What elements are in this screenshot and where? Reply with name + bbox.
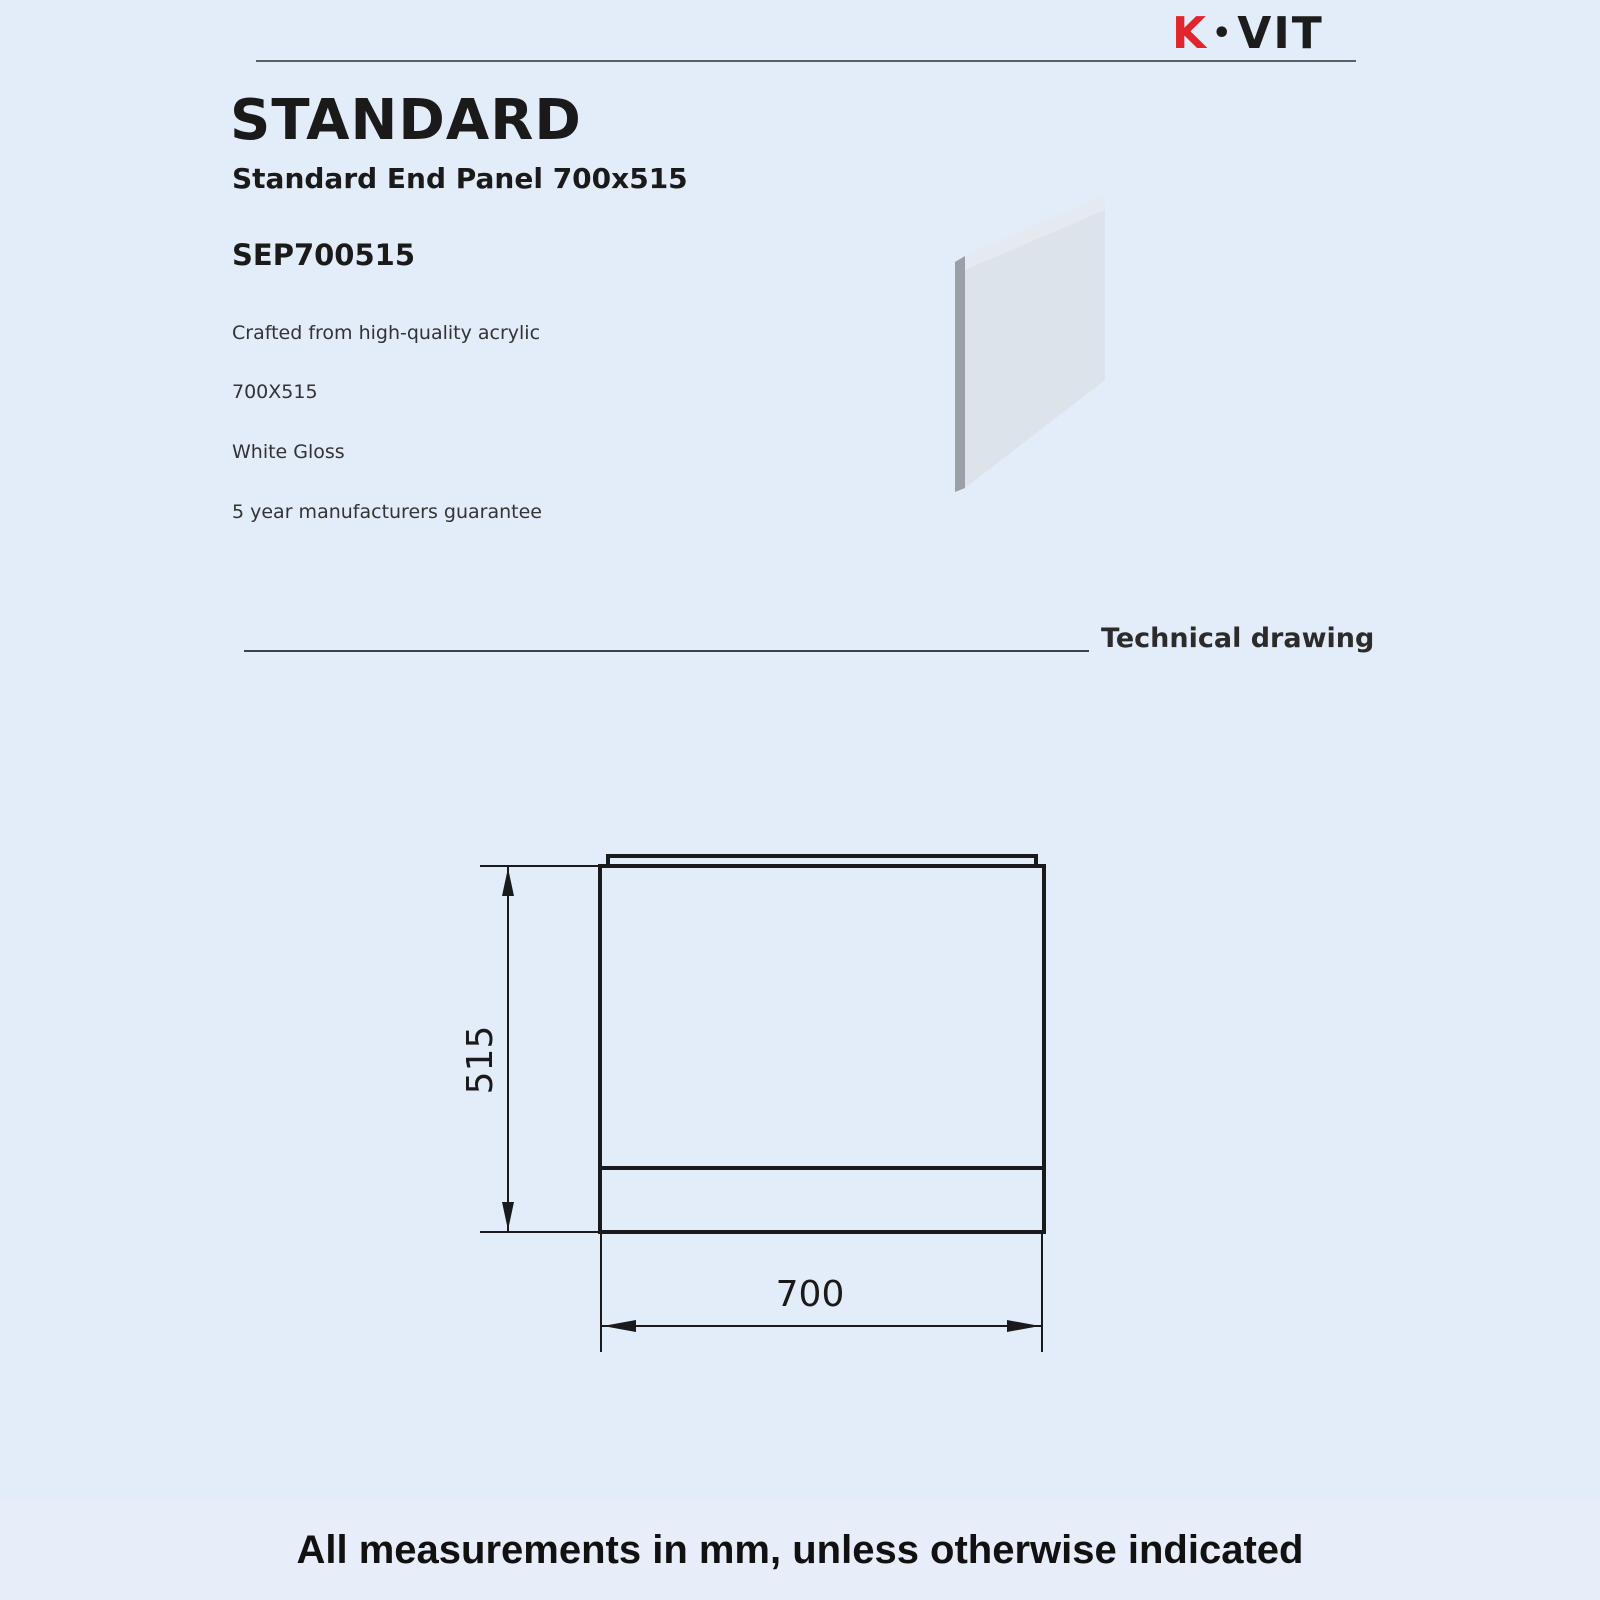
width-dimension-label: 700 bbox=[775, 1274, 845, 1315]
logo-rest: VIT bbox=[1237, 7, 1324, 59]
feature-material: Crafted from high-quality acrylic bbox=[232, 322, 541, 344]
logo-k: K bbox=[1172, 7, 1209, 59]
feature-finish: White Gloss bbox=[232, 441, 345, 463]
measurement-note: All measurements in mm, unless otherwise indicated bbox=[296, 1528, 1304, 1572]
logo-dot: • bbox=[1212, 15, 1234, 51]
product-code: SEP700515 bbox=[232, 238, 416, 272]
feature-guarantee: 5 year manufacturers guarantee bbox=[232, 501, 542, 523]
product-range-title: STANDARD bbox=[230, 88, 582, 153]
header-divider bbox=[256, 60, 1356, 62]
product-name: Standard End Panel 700x515 bbox=[232, 162, 688, 195]
technical-drawing bbox=[440, 840, 1060, 1380]
height-dimension-label: 515 bbox=[460, 1025, 501, 1095]
technical-drawing-label: Technical drawing bbox=[1101, 623, 1375, 654]
technical-divider bbox=[244, 650, 1089, 652]
brand-logo bbox=[1172, 8, 1324, 58]
product-image bbox=[955, 190, 1115, 500]
feature-size: 700X515 bbox=[232, 381, 318, 403]
